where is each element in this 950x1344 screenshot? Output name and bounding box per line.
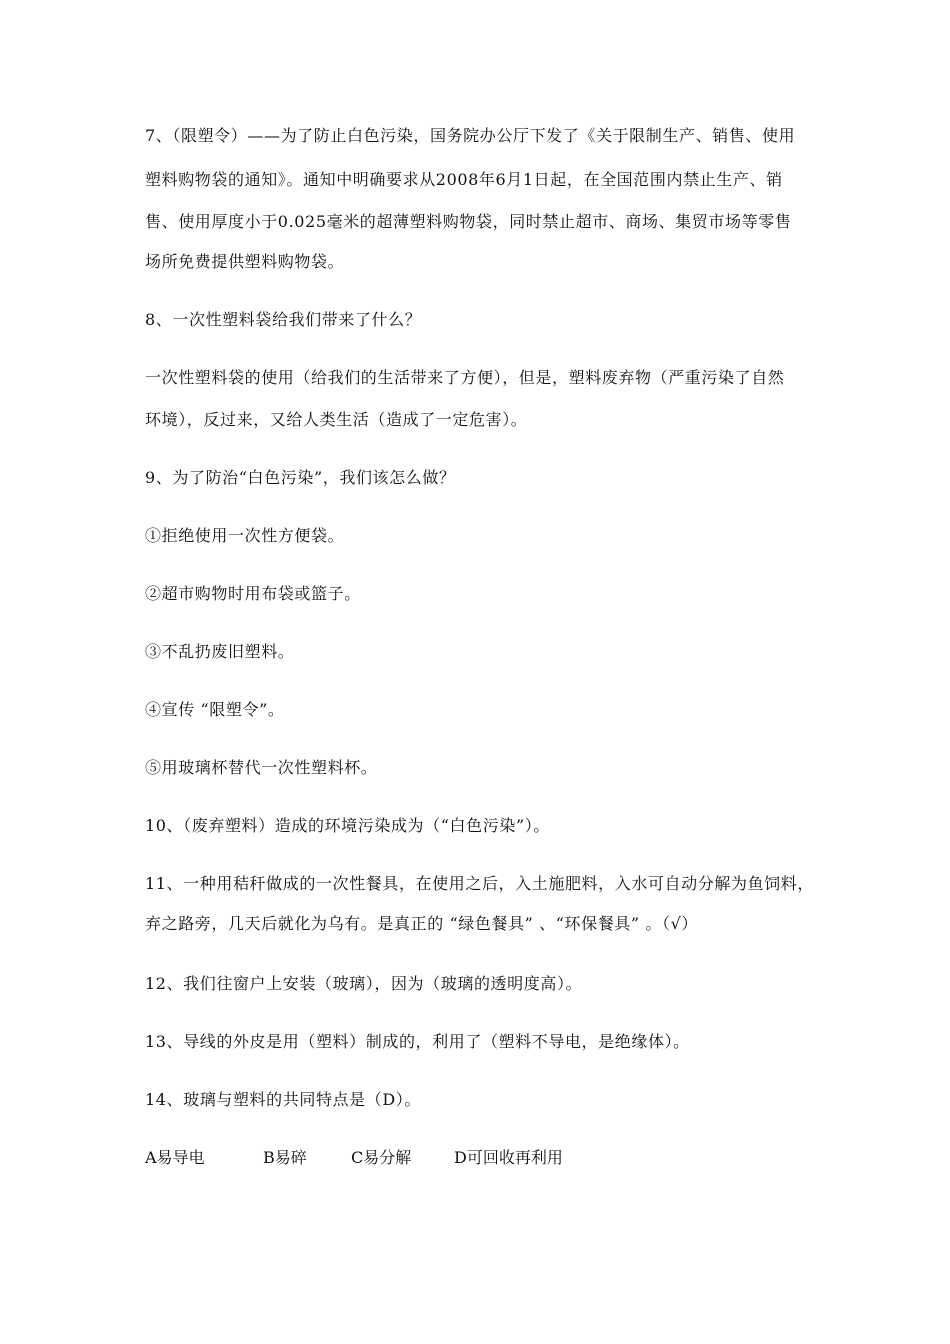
q13-line: 13、导线的外皮是用（塑料）制成的，利用了（塑料不导电，是绝缘体）。 (145, 1032, 690, 1051)
q14-option-b: B易碎 (263, 1148, 307, 1167)
q9-item-2: ②超市购物时用布袋或篮子。 (145, 584, 361, 603)
q7-line-2: 塑料购物袋的通知》。通知中明确要求从2008年6月1日起，在全国范围内禁止生产、销 (145, 170, 783, 189)
q8-question: 8、一次性塑料袋给我们带来了什么？ (145, 310, 422, 329)
q11-line-2: 弃之路旁，几天后就化为乌有。是真正的 “绿色餐具” 、“环保餐具” 。（√） (145, 914, 698, 933)
q9-question: 9、为了防治“白色污染”，我们该怎么做？ (145, 468, 456, 487)
q9-item-3: ③不乱扔废旧塑料。 (145, 642, 295, 661)
q7-line-3: 售、使用厚度小于0.025毫米的超薄塑料购物袋，同时禁止超市、商场、集贸市场等零售 (145, 212, 792, 231)
q14-option-d: D可回收再利用 (454, 1148, 563, 1167)
q8-answer-line-2: 环境），反过来，又给人类生活（造成了一定危害）。 (145, 410, 528, 429)
q14-option-a: A易导电 (145, 1148, 205, 1167)
q14-option-c: C易分解 (351, 1148, 412, 1167)
q14-question: 14、玻璃与塑料的共同特点是（D）。 (145, 1090, 421, 1109)
q12-line: 12、我们往窗户上安装（玻璃），因为（玻璃的透明度高）。 (145, 974, 583, 993)
q7-line-4: 场所免费提供塑料购物袋。 (145, 252, 345, 271)
q9-item-1: ①拒绝使用一次性方便袋。 (145, 526, 345, 545)
q7-line-1: 7、（限塑令）——为了防止白色污染，国务院办公厅下发了《关于限制生产、销售、使用 (145, 126, 796, 145)
q9-item-4: ④宣传 “限塑令”。 (145, 700, 285, 719)
q8-answer-line-1: 一次性塑料袋的使用（给我们的生活带来了方便），但是，塑料废弃物（严重污染了自然 (145, 368, 785, 387)
q11-line-1: 11、一种用秸秆做成的一次性餐具，在使用之后，入土施肥料，入水可自动分解为鱼饲料， (145, 874, 814, 893)
q10-line: 10、（废弃塑料）造成的环境污染成为（“白色污染”）。 (145, 816, 550, 835)
q9-item-5: ⑤用玻璃杯替代一次性塑料杯。 (145, 758, 378, 777)
